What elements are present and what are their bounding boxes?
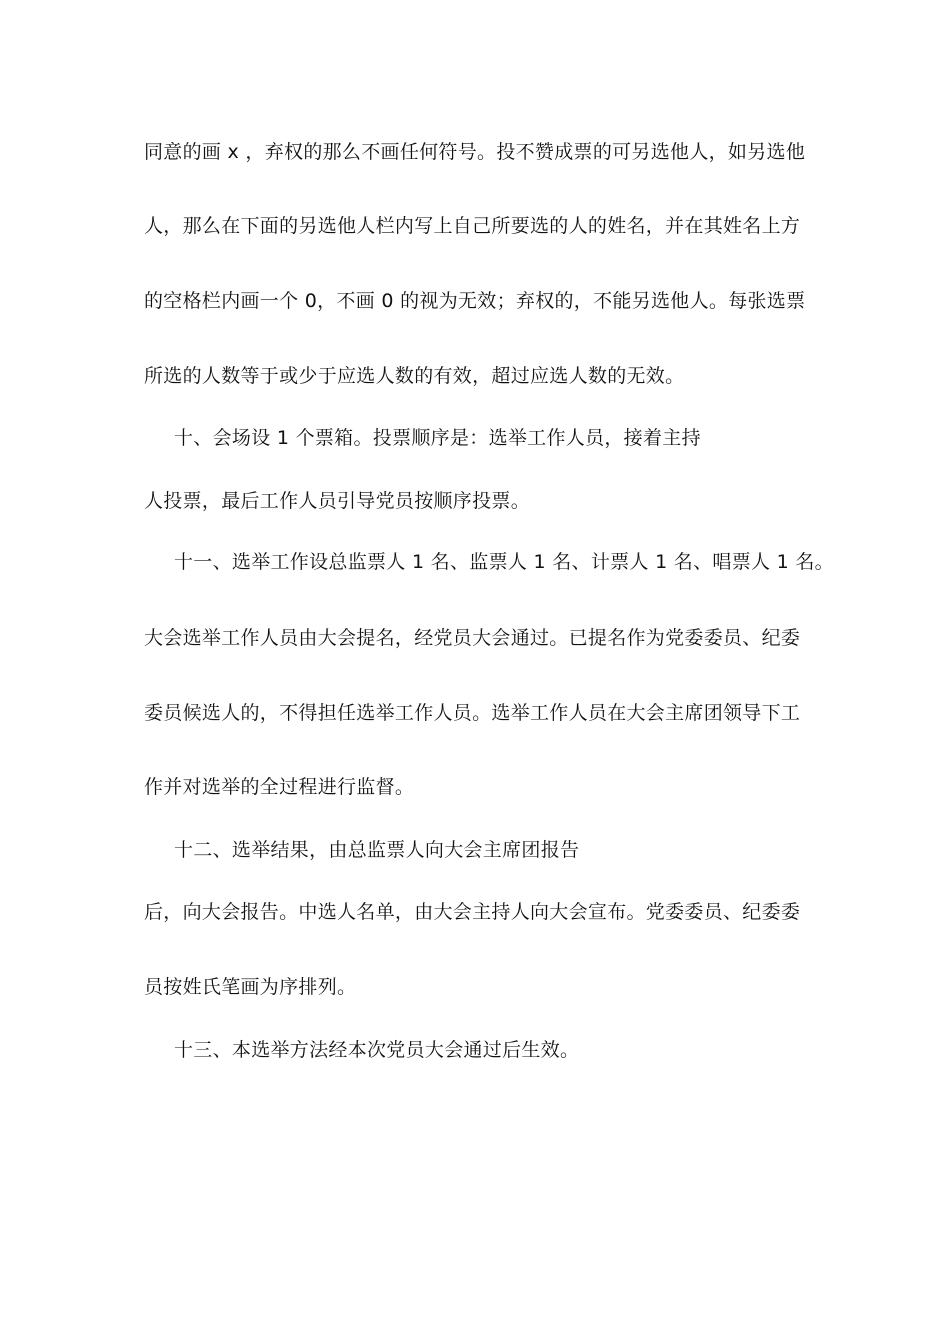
section-eleven-heading: 十一、选举工作设总监票人 1 名、监票人 1 名、计票人 1 名、唱票人 1 名。 [174,551,834,573]
section-ten-heading: 十、会场设 1 个票箱。投票顺序是：选举工作人员，接着主持 [174,427,701,449]
text-line: 大会选举工作人员由大会提名，经党员大会通过。已提名作为党委委员、纪委 [144,627,801,649]
section-twelve-heading: 十二、选举结果，由总监票人向大会主席团报告 [174,839,580,861]
text-line: 同意的画 x ，弃权的那么不画任何符号。投不赞成票的可另选他人，如另选他 [144,141,806,163]
section-thirteen-heading: 十三、本选举方法经本次党员大会通过后生效。 [174,1039,580,1061]
text-line: 的空格栏内画一个 0，不画 0 的视为无效；弃权的，不能另选他人。每张选票 [144,290,806,312]
text-line: 委员候选人的，不得担任选举工作人员。选举工作人员在大会主席团领导下工 [144,702,801,724]
text-line: 人，那么在下面的另选他人栏内写上自己所要选的人的姓名，并在其姓名上方 [144,215,801,237]
text-line: 后，向大会报告。中选人名单，由大会主持人向大会宣布。党委委员、纪委委 [144,901,801,923]
text-line: 员按姓氏笔画为序排列。 [144,976,357,998]
text-line: 人投票，最后工作人员引导党员按顺序投票。 [144,490,531,512]
text-line: 所选的人数等于或少于应选人数的有效，超过应选人数的无效。 [144,365,685,387]
text-line: 作并对选举的全过程进行监督。 [144,776,415,798]
